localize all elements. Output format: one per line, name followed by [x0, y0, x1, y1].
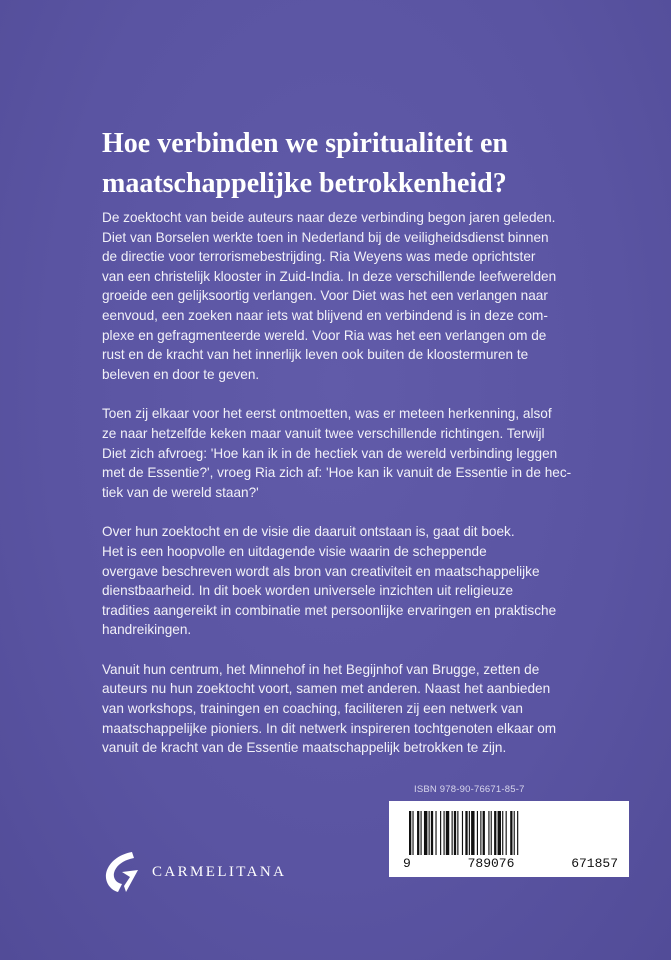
- barcode-bar: [429, 811, 430, 855]
- title-line: maatschappelijke betrokkenheid?: [102, 168, 507, 199]
- text-line: handreikingen.: [102, 622, 192, 638]
- barcode-bar: [424, 811, 427, 855]
- barcode-bars: [409, 811, 609, 855]
- text-line: Over hun zoektocht en de visie die daaruit ontstaan is, gaat dit boek.: [102, 524, 515, 540]
- publisher-logo: [102, 850, 286, 894]
- barcode-digit-group: 9: [403, 856, 411, 871]
- barcode-bar: [457, 811, 458, 855]
- text-line: met de Essentie?', vroeg Ria zich af: 'Hoe kan ik vanuit de Essentie in de hec-: [102, 465, 572, 481]
- barcode-bar: [469, 811, 470, 855]
- text-line: De zoektocht van beide auteurs naar deze verbinding begon jaren geleden.: [102, 210, 556, 225]
- carmelitana-logo-icon: [102, 850, 140, 894]
- text-line: de directie voor terrorismebestrijding. Ria Weyens was mede oprichtster: [102, 249, 536, 265]
- barcode-bar: [477, 811, 478, 855]
- blurb-paragraph-2: [102, 404, 642, 502]
- publisher-name: CARMELITANA: [152, 863, 287, 880]
- barcode-bar: [506, 811, 507, 855]
- barcode-bar: [454, 811, 456, 855]
- barcode-bar: [421, 811, 422, 855]
- barcode-bar: [465, 811, 467, 855]
- barcode-bar: [471, 811, 474, 855]
- text-line: overgave beschreven wordt als bron van creativiteit en maatschappelijke: [102, 563, 540, 579]
- title-line: Hoe verbinden we spiritualiteit en: [102, 128, 508, 159]
- text-line: ze naar hetzelfde keken maar vanuit twee verschillende richtingen. Terwijl: [102, 425, 545, 441]
- barcode-bar: [510, 811, 512, 855]
- text-line: dienstbaarheid. In dit boek worden universele inzichten uit religieuze: [102, 583, 514, 599]
- barcode-bar: [483, 811, 485, 855]
- barcode-bar: [452, 811, 453, 855]
- text-line: auteurs nu hun zoektocht voort, samen met anderen. Naast het aanbieden: [102, 681, 551, 697]
- barcode-digit-group: 671857: [571, 856, 618, 871]
- text-line: groeide een gelijksoortig verlangen. Voor Diet was het een verlangen naar: [102, 288, 548, 304]
- text-line: van een christelijk klooster in Zuid-India. In deze verschillende leefwerelden: [102, 268, 557, 284]
- blurb-text: [102, 208, 642, 778]
- cover-title: [102, 124, 622, 204]
- barcode-bar: [462, 811, 463, 855]
- barcode-bar: [412, 811, 413, 855]
- barcode-bar: [514, 811, 515, 855]
- text-line: van workshops, trainingen en coaching, faciliteren zij een netwerk van: [102, 701, 523, 717]
- barcode-bar: [435, 811, 436, 855]
- blurb-paragraph-4: [102, 660, 642, 758]
- text-line: eenvoud, een zoeken naar iets wat blijvend en verbindend is in deze com-: [102, 307, 548, 323]
- barcode-bar: [431, 811, 433, 855]
- text-line: plexe en gefragmenteerde wereld. Voor Ria was het een verlangen om de: [102, 327, 547, 343]
- barcode-bar: [517, 811, 518, 855]
- barcode-bar: [498, 811, 501, 855]
- text-line: Vanuit hun centrum, het Minnehof in het Begijnhof van Brugge, zetten de: [102, 661, 540, 677]
- barcode-bar: [488, 811, 489, 855]
- barcode: [389, 801, 629, 877]
- barcode-bar: [491, 811, 492, 855]
- barcode-bar: [480, 811, 481, 855]
- text-line: Het is een hoopvolle en uitdagende visie waarin de scheppende: [102, 543, 487, 559]
- text-line: beleven en door te geven.: [102, 366, 260, 382]
- text-line: Toen zij elkaar voor het eerst ontmoetten, was er meteen herkenning, alsof: [102, 406, 552, 422]
- text-line: maatschappelijke pioniers. In dit netwerk inspireren tochtgenoten elkaar om: [102, 720, 557, 736]
- blurb-paragraph-3: [102, 522, 642, 640]
- barcode-digit-group: 789076: [467, 856, 515, 871]
- text-line: Diet van Borselen werkte toen in Nederland bij de veiligheidsdienst binnen: [102, 229, 549, 245]
- barcode-bar: [444, 811, 445, 855]
- barcode-number: [403, 856, 618, 871]
- text-line: tradities aangereikt in combinatie met persoonlijke ervaringen en praktische: [102, 602, 557, 618]
- blurb-paragraph-1: [102, 208, 642, 384]
- barcode-bar: [440, 811, 441, 855]
- isbn-label: ISBN 978-90-76671-85-7: [414, 784, 525, 795]
- barcode-bar: [417, 811, 419, 855]
- barcode-bar: [409, 811, 411, 855]
- text-line: vanuit de kracht van de Essentie maatschappelijk betrokken te zijn.: [102, 740, 507, 756]
- barcode-bar: [494, 811, 496, 855]
- text-line: Diet zich afvroeg: 'Hoe kan ik in de hectiek van de wereld verbinding leggen: [102, 445, 558, 461]
- text-line: rust en de kracht van het innerlijk leven ook buiten de kloostermuren te: [102, 347, 529, 363]
- text-line: tiek van de wereld staan?': [102, 484, 259, 500]
- barcode-bar: [502, 811, 503, 855]
- barcode-bar: [446, 811, 449, 855]
